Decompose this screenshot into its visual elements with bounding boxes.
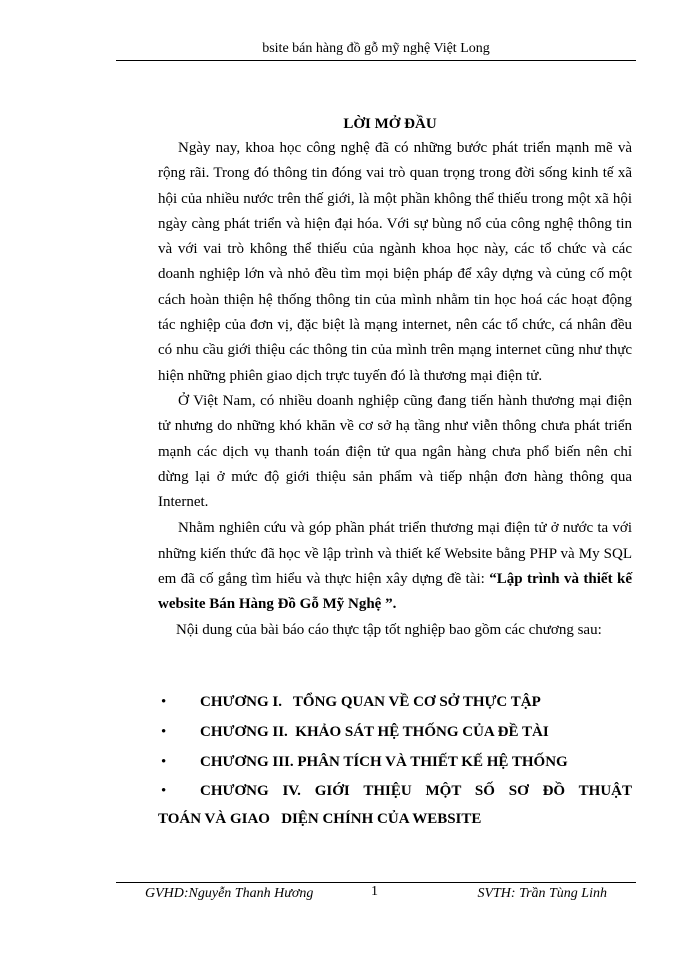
list-item [158, 687, 632, 717]
supervisor-label: GVHD:Nguyễn Thanh Hương [145, 886, 314, 901]
paragraph-1: Ngày nay, khoa học công nghệ đã có những bước phát triển mạnh mẽ và rộng rãi. Trong đó thông tin đóng vai trò quan trọng trong đời sống kinh tế xã hội của nhiều nước trên thế giới, là một phần không thể thiếu trong một xã hội ngày càng phát triển và hiện đại hóa. Với sự bùng nổ của công nghệ thông tin và với vai trò không thể thiếu của ngành khoa học này, các tổ chức và các doanh nghiệp lớn và nhỏ đều tìm mọi biện pháp để xây dựng và củng cố một cách hoàn thiện hệ thống thông tin của mình nhằm tin học hoá các hoạt động tác nghiệp của đơn vị, đặc biệt là mạng internet, nên các tổ chức, cá nhân đều có nhu cầu giới thiệu các thông tin của mình trên mạng internet cũng như thực hiện những phiên giao dịch trực tuyến đó là thương mại điện tử. [158, 140, 632, 384]
project-topic: “Lập trình và thiết kế website Bán Hàng Đồ Gỗ Mỹ Nghệ ”. [158, 571, 632, 613]
list-item [158, 777, 632, 833]
running-header: bsite bán hàng đồ gỗ mỹ nghệ Việt Long [262, 41, 490, 56]
page-title: LỜI MỞ ĐẦU [343, 116, 437, 132]
chapter-title: CHƯƠNG II. KHẢO SÁT HỆ THỐNG CỦA ĐỀ TÀI [200, 724, 549, 740]
page-number: 1 [371, 884, 378, 899]
body-text [158, 136, 632, 643]
chapter-title: CHƯƠNG I. TỔNG QUAN VỀ CƠ SỞ THỰC TẬP [200, 694, 541, 710]
chapter-title-line-2: TOÁN VÀ GIAO DIỆN CHÍNH CỦA WEBSITE [158, 811, 482, 827]
paragraph-3-intro: Nhằm nghiên cứu và góp phần phát triển thương mại điện tử ở nước ta với những kiến thức đã học về lập trình và thiết kế Website bằng PHP và My SQL em đã cố gắng tìm hiểu và thực hiện xây dựng đề tài: [158, 520, 632, 588]
chapter-title-line-1: CHƯƠNG IV. GIỚI THIỆU MỘT SỐ SƠ ĐỒ THUẬT [200, 783, 632, 799]
chapter-title: CHƯƠNG III. PHÂN TÍCH VÀ THIẾT KẾ HỆ THỐNG [200, 754, 568, 770]
bullet-icon: • [161, 754, 167, 770]
bullet-icon: • [161, 724, 167, 740]
chapter-list [158, 687, 632, 833]
footer-rule [116, 882, 636, 883]
bullet-icon: • [161, 783, 167, 799]
list-item [158, 717, 632, 747]
list-item [158, 747, 632, 777]
student-label: SVTH: Trần Tùng Linh [477, 886, 607, 901]
page-footer [145, 886, 607, 906]
paragraph-3 [158, 516, 632, 617]
contents-intro: Nội dung của bài báo cáo thực tập tốt nghiệp bao gồm các chương sau: [176, 621, 602, 638]
header-rule [116, 60, 636, 61]
paragraph-2: Ở Việt Nam, có nhiều doanh nghiệp cũng đang tiến hành thương mại điện tử nhưng do những khó khăn về cơ sở hạ tầng như viễn thông chưa phát triển mạnh các dịch vụ thanh toán điện tử qua ngân hàng chưa phổ biến nên chỉ dừng lại ở mức độ giới thiệu sản phẩm và tiếp nhận đơn hàng thông qua Internet. [158, 392, 632, 511]
bullet-icon: • [161, 694, 167, 710]
